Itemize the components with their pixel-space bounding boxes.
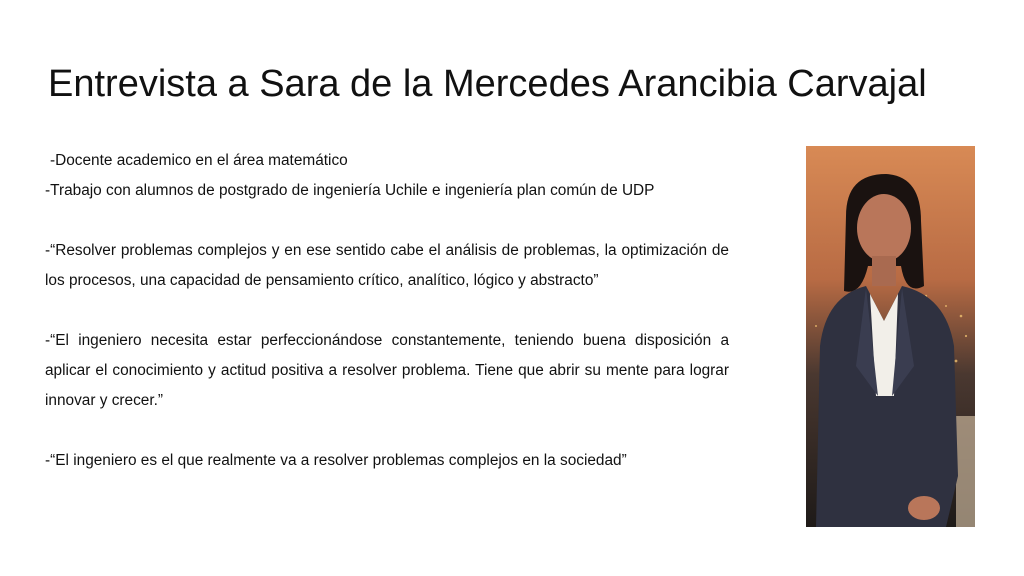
- spacer: [45, 296, 729, 326]
- quote-paragraph: -“Resolver problemas complejos y en ese sentido cabe el análisis de problemas, la optimización de los procesos, una capacidad de pensamiento crítico, analítico, lógico y abstracto”: [45, 242, 729, 289]
- hand: [908, 496, 940, 520]
- slide-title: Entrevista a Sara de la Mercedes Arancibia Carvajal: [48, 63, 927, 105]
- face: [857, 194, 911, 262]
- portrait-image: [806, 146, 975, 527]
- spacer: [45, 206, 729, 236]
- quote-paragraph: -“El ingeniero necesita estar perfeccionándose constantemente, teniendo buena disposición a aplicar el conocimiento y actitud positiva a resolver problema. Tiene que abrir su mente para lograr innovar y crecer.”: [45, 332, 729, 409]
- work-line: -Trabajo con alumnos de postgrado de ingeniería Uchile e ingeniería plan común de UDP: [45, 182, 655, 199]
- neck: [872, 256, 896, 286]
- quote-paragraph: -“El ingeniero es el que realmente va a resolver problemas complejos en la sociedad”: [45, 452, 627, 469]
- slide-body: [45, 146, 729, 476]
- portrait-photo: [806, 146, 975, 527]
- spacer: [45, 416, 729, 446]
- wall-detail: [956, 416, 975, 527]
- role-line: -Docente academico en el área matemático: [50, 152, 348, 169]
